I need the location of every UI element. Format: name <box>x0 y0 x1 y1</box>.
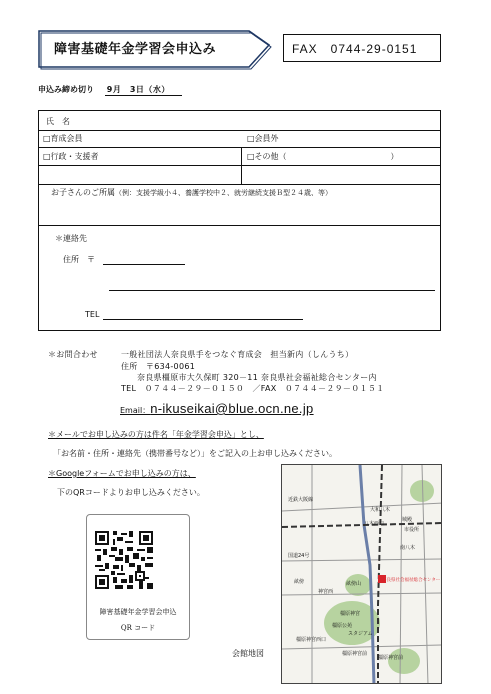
deadline <box>38 84 182 96</box>
map-label-jingu-nishi: 神宮西 <box>318 589 334 595</box>
qr-label-title: 障害基礎年金学習会申込 <box>99 608 177 616</box>
map-label-unebiyama: 畝傍山 <box>346 581 362 587</box>
map-rail-north-south <box>378 465 382 684</box>
inquiry-org: 一般社団法人奈良県手をつなぐ育成会 担当新内（しんうち） <box>121 350 354 359</box>
affiliation-example: （例：支援学級小４、養護学校中２、就労継続支援Ｂ型２４歳、等） <box>115 189 332 197</box>
deadline-date: 9月 3日（水） <box>105 84 182 96</box>
non-member-checkbox[interactable]: □会員外 <box>247 134 279 143</box>
inquiry-phone: TEL ０７４４－２９－０１５０ ／FAX ０７４４－２９－０１５１ <box>121 384 385 393</box>
google-note-2: 下のQRコードよりお申し込みください。 <box>57 488 205 497</box>
inquiry-label: ＊お問合わせ <box>48 350 98 359</box>
map-caption: 会館地図 <box>232 649 264 658</box>
inquiry-postal: 住所 〒634-0061 <box>121 362 196 371</box>
fax-number: FAX 0744-29-0151 <box>283 34 441 62</box>
map-label-park: 橿原公苑 <box>332 623 353 629</box>
map-label-shrine: 橿原神宮 <box>340 611 361 617</box>
page-title: 障害基礎年金学習会申込み <box>54 42 217 57</box>
map-label-jingu-nishiguchi: 橿原神宮西口 <box>296 637 327 643</box>
map-label-yagi: 大和八木 <box>370 507 391 513</box>
email-label: Email： <box>120 406 151 415</box>
map-label-minamiyagi: 南八木 <box>400 545 416 551</box>
map-label-jingumae-1: 橿原神宮前 <box>378 655 404 661</box>
address-line[interactable] <box>109 290 435 291</box>
other-checkbox[interactable]: □その他（ ） <box>247 152 399 161</box>
venue-map-graphic <box>282 465 442 684</box>
google-note-1: ＊Googleフォームでお申し込みの方は、 <box>48 469 196 478</box>
email-line <box>120 401 314 416</box>
qr-card <box>86 514 190 640</box>
map-label-stadium: スタジアム <box>348 631 373 637</box>
mail-note-2: 「お名前・住所・連絡先（携帯番号など）」をご記入の上お申し込みください。 <box>53 449 337 458</box>
admin-support-checkbox[interactable]: □行政・支援者 <box>43 152 99 161</box>
affiliation-label: お子さんのご所属 <box>51 188 115 197</box>
venue-map <box>281 464 442 684</box>
map-label-cityhall: 市役所 <box>404 527 420 533</box>
application-form <box>38 110 441 331</box>
member-checkbox[interactable]: □育成会員 <box>43 134 83 143</box>
map-label-yaginishi: 八木西口 <box>364 521 385 527</box>
inquiry-address: 奈良県橿原市大久保町 320－11 奈良県社会福祉総合センター内 <box>137 373 377 382</box>
affiliation-field[interactable] <box>51 187 332 198</box>
map-label-center: 奈良県社会福祉総合センター <box>382 578 441 583</box>
map-label-jingumae-2: 橿原神宮前 <box>342 651 368 657</box>
map-label-shiro: 城殿 <box>402 517 413 523</box>
qr-label-sub: QR コード <box>120 624 156 632</box>
map-label-route: 国道24号 <box>288 553 310 559</box>
postal-code-line[interactable] <box>103 264 185 265</box>
email-link[interactable]: n-ikuseikai@blue.ocn.ne.jp <box>150 401 314 416</box>
map-label-unebi: 畝傍 <box>294 579 305 585</box>
address-label: 住所 〒 <box>63 255 95 264</box>
tel-label: TEL <box>85 310 100 319</box>
name-label: 氏 名 <box>46 117 70 126</box>
qr-code-icon[interactable] <box>95 531 153 589</box>
mail-note-1: ＊メールでお申し込みの方は件名「年金学習会申込」とし、 <box>48 430 264 439</box>
map-park-south <box>388 648 420 674</box>
tel-line[interactable] <box>103 319 303 320</box>
map-label-kintetsu: 近鉄大阪線 <box>288 497 314 503</box>
contact-label: ＊連絡先 <box>55 234 87 243</box>
deadline-label: 申込み締め切り <box>38 85 94 94</box>
